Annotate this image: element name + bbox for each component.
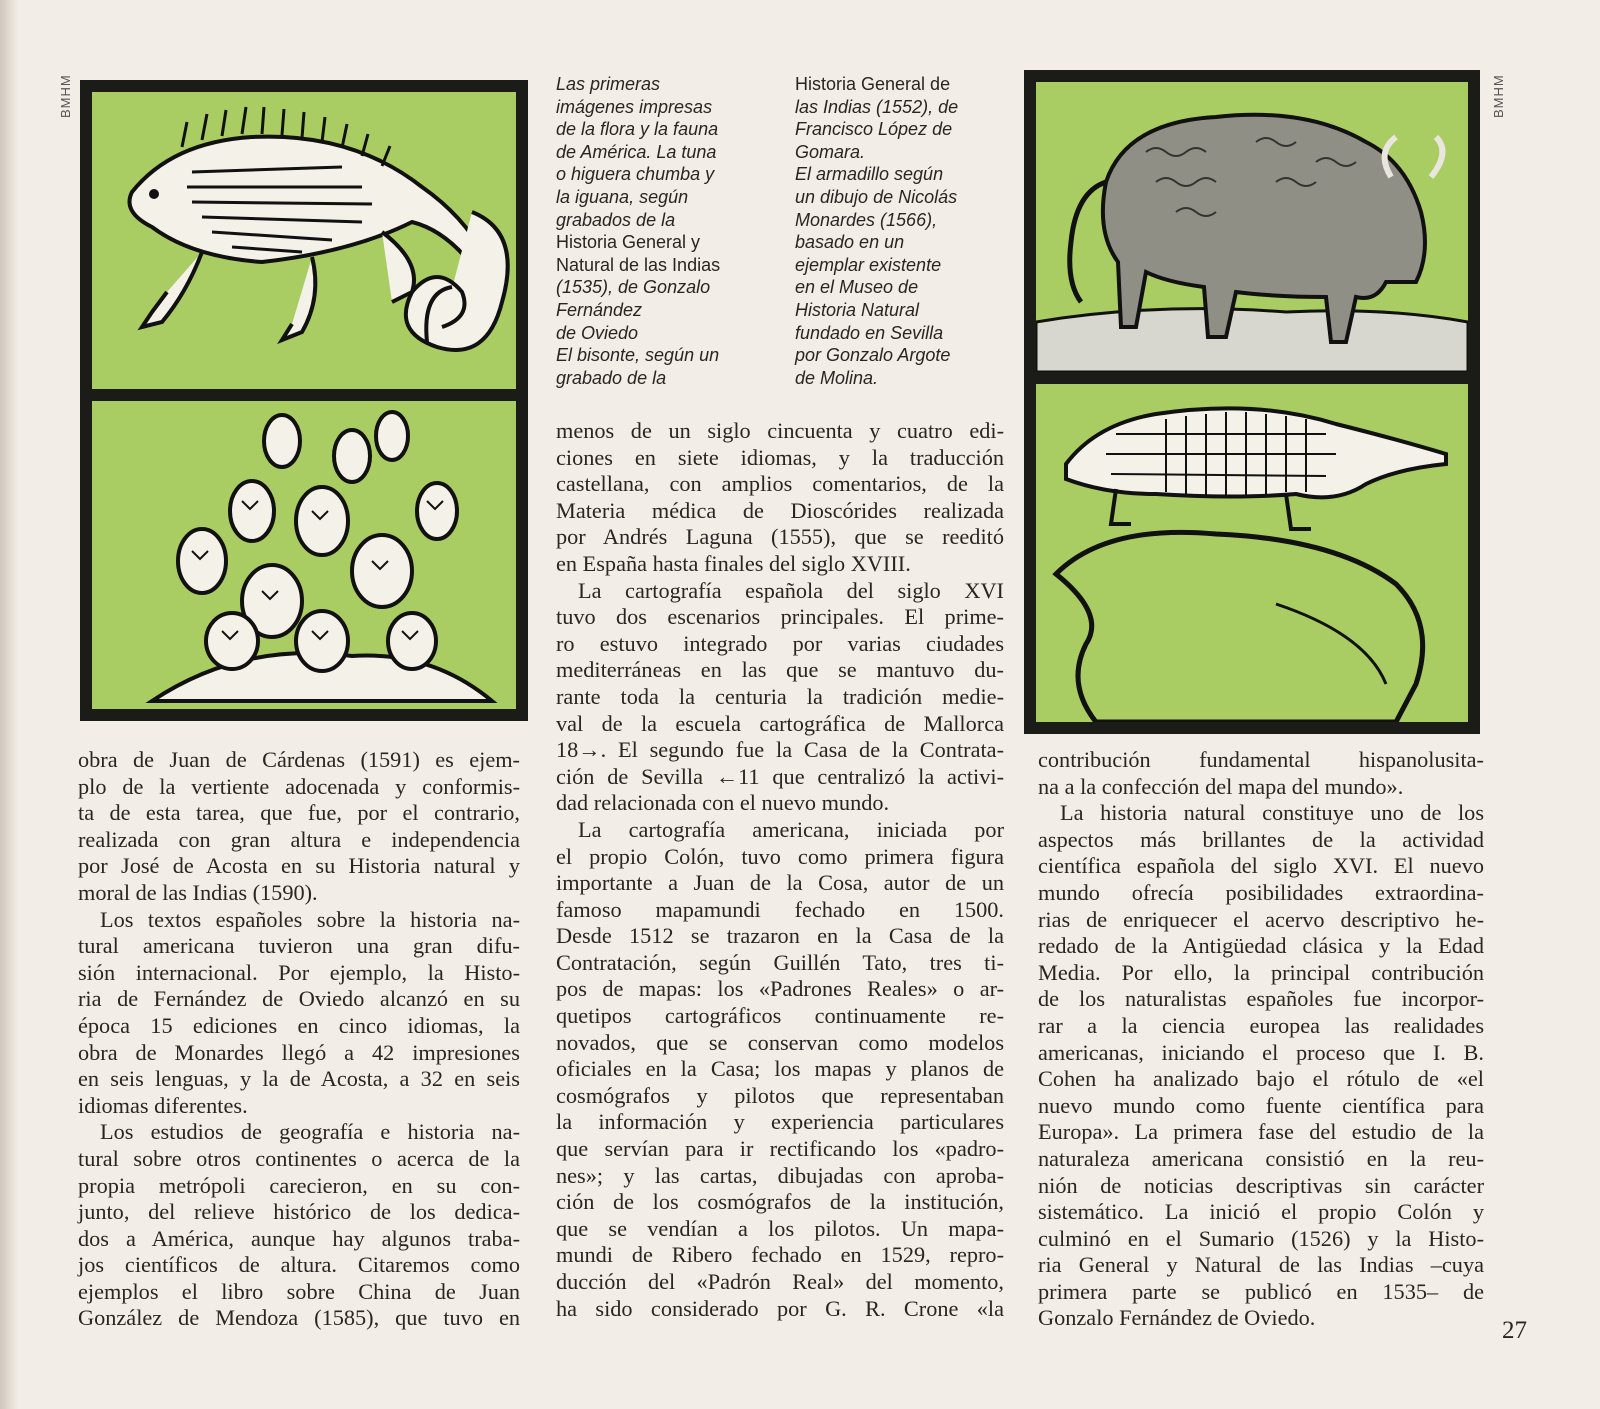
text-line: realizada con gran altura e independencia xyxy=(78,826,520,852)
text-line: Desde 1512 se trazaron en la Casa de la xyxy=(556,923,1004,949)
body-column-left xyxy=(78,747,520,1332)
text-line: val de la escuela cartográfica de Mallorca xyxy=(556,710,1004,736)
text-line: importante a Juan de la Cosa, autor de un xyxy=(556,870,1004,896)
text-line: científica española del siglo XVI. El nuevo xyxy=(1038,853,1484,879)
caption-line: fundado en Sevilla xyxy=(795,322,944,343)
text-line: castellana, con amplios comentarios, de la xyxy=(556,471,1004,497)
text-line: González de Mendoza (1585), que tuvo en xyxy=(78,1305,520,1331)
text-line: rar a la ciencia europea las realidades xyxy=(1038,1012,1484,1038)
caption-line: El armadillo según xyxy=(795,164,944,185)
caption-line: (1535), de Gonzalo xyxy=(556,277,711,298)
text-line: jos científicos de altura. Citaremos como xyxy=(78,1252,520,1278)
text-line: primera parte se publicó en 1535– de xyxy=(1038,1278,1484,1304)
caption-line: en el Museo de xyxy=(795,277,919,298)
text-line: ducción del «Padrón Real» del momento, xyxy=(556,1269,1004,1294)
text-line: idiomas diferentes. xyxy=(78,1092,248,1118)
caption-line: la iguana, según xyxy=(556,186,689,207)
text-line: Europa». La primera fase del estudio de la xyxy=(1038,1119,1484,1145)
caption-line: las Indias (1552), de xyxy=(795,96,959,117)
text-line: por Andrés Laguna (1555), que se reeditó xyxy=(556,524,1004,550)
text-line: época 15 ediciones en cinco idiomas, la xyxy=(78,1012,520,1038)
text-line: nuevo mundo como fuente científica para xyxy=(1038,1092,1484,1118)
text-line: Materia médica de Dioscórides realizada xyxy=(556,497,1004,523)
caption-line: de la flora y la fauna xyxy=(556,119,719,140)
caption-line: ejemplar existente xyxy=(795,254,942,275)
image-credit-right: BMHM xyxy=(1491,74,1506,118)
caption-line: Historia General de xyxy=(795,74,951,94)
body-column-middle xyxy=(556,418,1004,1322)
text-line: redado de la Antigüedad clásica y la Edad xyxy=(1038,933,1484,959)
caption-line: de Oviedo xyxy=(556,322,639,343)
text-line: de los naturalistas españoles fue incorpor- xyxy=(1038,986,1484,1012)
text-line: en España hasta finales del siglo XVIII. xyxy=(556,550,911,576)
text-line: Cohen ha analizado bajo el rótulo de «el xyxy=(1038,1066,1484,1092)
text-line: el propio Colón, tuvo como primera figura xyxy=(556,843,1004,869)
caption-line: un dibujo de Nicolás xyxy=(795,186,958,207)
text-line: mundo ofrecía posibilidades extraordina- xyxy=(1038,879,1484,905)
text-line: mediterráneas en las que se mantuvo du- xyxy=(556,657,1004,683)
text-line: que servían para ir rectificando los «padro- xyxy=(556,1136,1004,1162)
text-line: tural americana tuvieron una gran difu- xyxy=(78,933,520,959)
text-line: na a la confección del mapa del mundo». xyxy=(1038,773,1404,799)
text-line: ejemplos el libro sobre China de Juan xyxy=(78,1278,520,1304)
text-line: ria General y Natural de las Indias –cuya xyxy=(1038,1252,1484,1278)
page-number: 27 xyxy=(1502,1317,1527,1344)
text-line: famoso mapamundi fechado en 1500. xyxy=(556,896,1004,922)
text-line: quetipos cartográficos continuamente re- xyxy=(556,1003,1004,1029)
text-line: ta de esta tarea, que fue, por el contrario, xyxy=(78,800,520,826)
caption-line: basado en un xyxy=(795,232,905,253)
text-line: ción de los cosmógrafos de la institución, xyxy=(556,1189,1004,1215)
text-line: La cartografía americana, iniciada por xyxy=(578,816,1004,842)
caption-line: Historia Natural xyxy=(795,299,920,320)
caption-line: o higuera chumba y xyxy=(556,164,715,185)
caption-left-column xyxy=(556,73,786,389)
text-line: ciones en siete idiomas, y la traducción xyxy=(556,444,1004,470)
text-line: nión de noticias descriptivas sin carácter xyxy=(1038,1172,1484,1198)
text-line: La historia natural constituye uno de los xyxy=(1060,800,1484,826)
page-gutter-shadow xyxy=(0,0,18,1409)
caption-right-column xyxy=(795,73,1015,389)
text-line: ria de Fernández de Oviedo alcanzó en su xyxy=(78,986,520,1012)
caption-line: por Gonzalo Argote xyxy=(795,345,951,366)
text-line: en seis lenguas, y la de Acosta, a 32 en seis xyxy=(78,1066,520,1092)
caption-line: grabado de la xyxy=(556,367,667,388)
text-line: americanas, iniciando el proceso que I. B. xyxy=(1038,1039,1484,1065)
text-line: 18→. El segundo fue la Casa de la Contrata- xyxy=(556,737,1004,763)
text-line: la información y experiencia particulares xyxy=(556,1109,1004,1135)
text-line: obra de Juan de Cárdenas (1591) es ejem- xyxy=(78,747,520,772)
text-line: sión internacional. Por ejemplo, la Histo- xyxy=(78,959,520,985)
caption-line: Natural de las Indias xyxy=(556,254,721,275)
caption-line: Historia General y xyxy=(556,232,701,253)
text-line: propia metrópoli carecieron, en su con- xyxy=(78,1172,520,1198)
caption-line: El bisonte, según un xyxy=(556,345,720,366)
text-line: ción de Sevilla ←11 que centralizó la activi- xyxy=(556,763,1004,789)
text-line: novados, que se conservan como modelos xyxy=(556,1029,1004,1055)
left-illustration-plate xyxy=(80,80,528,721)
text-line: ha sido considerado por G. R. Crone «la xyxy=(556,1295,1004,1321)
caption-line: Las primeras xyxy=(556,74,661,94)
text-line: obra de Monardes llegó a 42 impresiones xyxy=(78,1039,520,1065)
text-line: dad relacionada con el nuevo mundo. xyxy=(556,790,890,816)
text-line: menos de un siglo cincuenta y cuatro edi- xyxy=(556,418,1004,443)
prickly-pear-illustration xyxy=(92,401,516,709)
text-line: que se vendían a los pilotos. Un mapa- xyxy=(556,1215,1004,1241)
caption-line: de Molina. xyxy=(795,367,879,388)
text-line: nes»; y las cartas, dibujadas con aproba- xyxy=(556,1162,1004,1188)
text-line: rante toda la centuria la tradición medie- xyxy=(556,683,1004,709)
armadillo-illustration xyxy=(1036,384,1468,722)
text-line: culminó en el Sumario (1526) y la Histo- xyxy=(1038,1225,1484,1251)
text-line: rias de enriquecer el acervo descriptivo he- xyxy=(1038,906,1484,932)
caption-line: grabados de la xyxy=(556,209,676,230)
text-line: contribución fundamental hispanolusita- xyxy=(1038,747,1484,772)
text-line: pos de mapas: los «Padrones Reales» o ar- xyxy=(556,976,1004,1002)
caption-line: imágenes impresas xyxy=(556,96,713,117)
text-line: ro estuvo integrado por varias ciudades xyxy=(556,630,1004,656)
text-line: naturaleza americana consistió en la reu- xyxy=(1038,1145,1484,1171)
caption-line: Gomara. xyxy=(795,141,866,162)
caption-line: de América. La tuna xyxy=(556,141,717,162)
text-line: Media. Por ello, la principal contribución xyxy=(1038,959,1484,985)
iguana-illustration xyxy=(92,92,516,389)
text-line: Los estudios de geografía e historia na- xyxy=(100,1119,520,1145)
bison-illustration xyxy=(1036,82,1468,372)
text-line: plo de la vertiente adocenada y conformis- xyxy=(78,773,520,799)
text-line: cosmógrafos y pilotos que representaban xyxy=(556,1082,1004,1108)
text-line: dos a América, aunque hay algunos traba- xyxy=(78,1225,520,1251)
text-line: moral de las Indias (1590). xyxy=(78,879,318,905)
text-line: sistemático. La inició el propio Colón y xyxy=(1038,1199,1484,1225)
caption-line: Monardes (1566), xyxy=(795,209,938,230)
text-line: La cartografía española del siglo XVI xyxy=(578,577,1004,603)
text-line: mundi de Ribero fechado en 1529, repro- xyxy=(556,1242,1004,1268)
image-credit-left: BMHM xyxy=(58,74,73,118)
text-line: junto, del relieve histórico de los dedica- xyxy=(78,1199,520,1225)
text-line: tural sobre otros continentes o acerca de la xyxy=(78,1145,520,1171)
caption-line: Francisco López de xyxy=(795,119,953,140)
text-line: oficiales en la Casa; los mapas y planos de xyxy=(556,1056,1004,1082)
text-line: Los textos españoles sobre la historia na- xyxy=(100,906,520,932)
text-line: aspectos más brillantes de la actividad xyxy=(1038,826,1484,852)
text-line: por José de Acosta en su Historia natural y xyxy=(78,853,520,879)
caption-line: Fernández xyxy=(556,299,643,320)
text-line: Contratación, según Guillén Tato, tres ti- xyxy=(556,949,1004,975)
body-column-right xyxy=(1038,747,1484,1332)
text-line: Gonzalo Fernández de Oviedo. xyxy=(1038,1305,1316,1331)
text-line: tuvo dos escenarios principales. El prime- xyxy=(556,604,1004,630)
right-illustration-plate xyxy=(1024,70,1480,734)
